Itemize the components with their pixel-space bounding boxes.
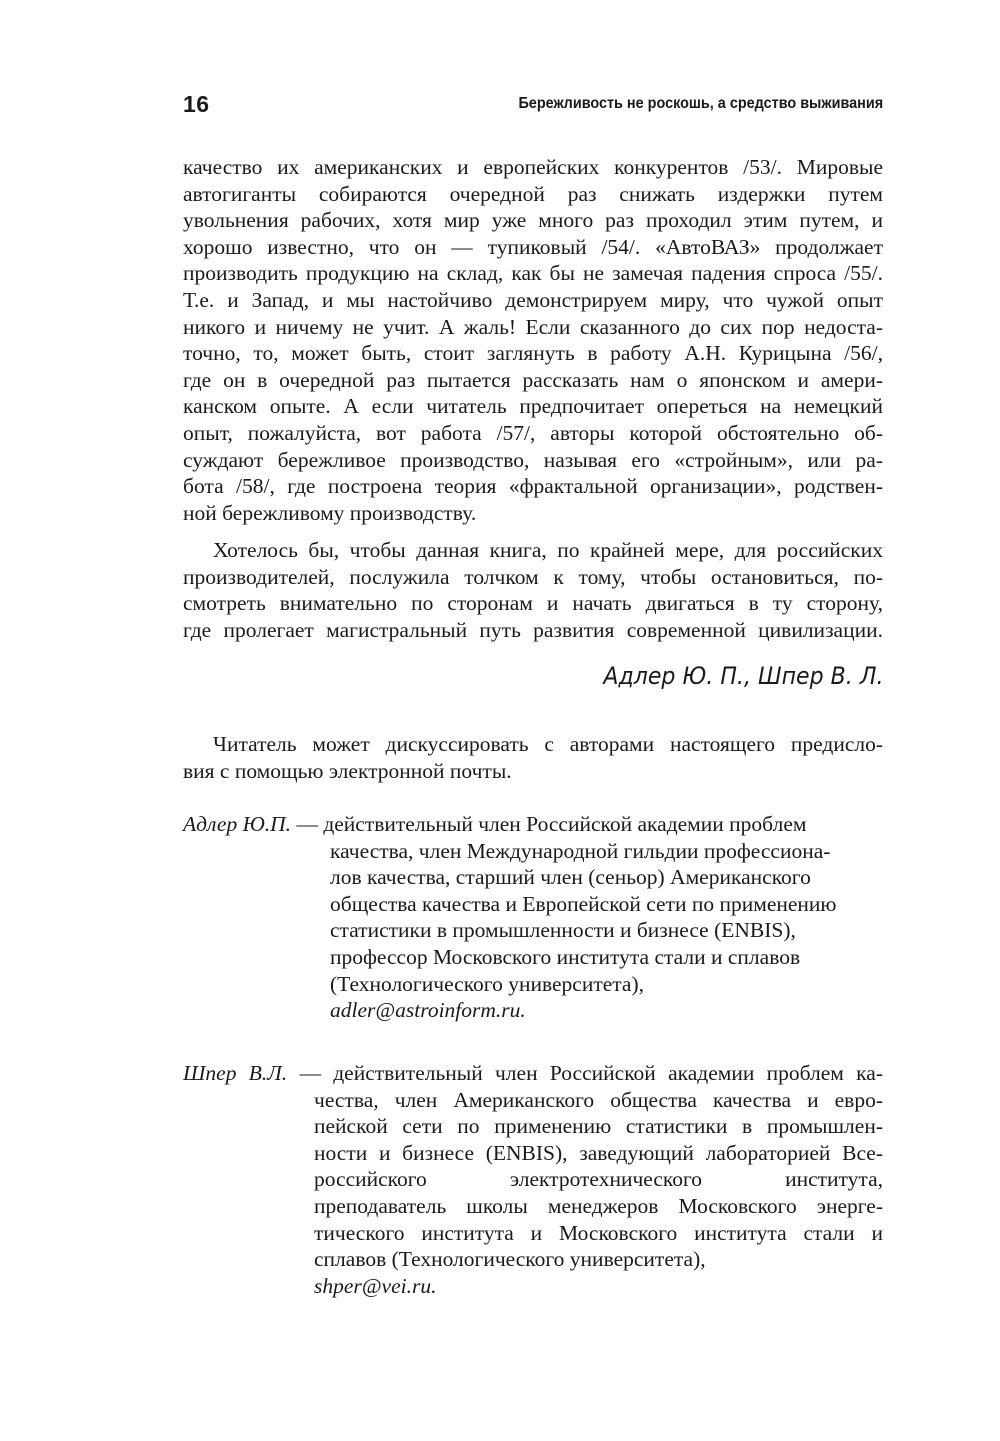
author-bio-adler	[183, 811, 883, 1024]
text-line: тического института и Московского института стали и	[314, 1220, 883, 1245]
author-name: Адлер Ю.П.	[183, 812, 292, 836]
running-title: Бережливость не роскошь, а средство выживания	[518, 95, 883, 112]
text-line: лов качества, старший член (сеньор) Американского	[330, 865, 811, 890]
running-head	[183, 88, 883, 120]
text-line: Хотелось бы, чтобы данная книга, по крайней мере, для российских	[213, 538, 883, 562]
text-line: сплавов (Технологического университета),	[314, 1247, 706, 1272]
text-line: суждают бережливое производство, называя его «стройным», или ра-	[183, 447, 883, 472]
author-email[interactable]: shper@vei.ru.	[314, 1273, 437, 1298]
text-line: производить продукцию на склад, как бы не замечая падения спроса /55/.	[183, 261, 883, 286]
text-line	[183, 811, 883, 838]
text-line: где пролегает магистральный путь развития современной цивилизации.	[183, 617, 883, 642]
author-bio-shper	[183, 1060, 883, 1299]
contact-note	[183, 731, 883, 784]
authors-signature: Адлер Ю. П., Шпер В. Л.	[602, 662, 883, 690]
text-line	[183, 1060, 883, 1087]
paragraph-closing	[183, 537, 883, 643]
text-line: ной бережливому производству.	[183, 500, 477, 525]
page-number: 16	[183, 91, 210, 117]
text-line: профессор Московского института стали и сплавов	[330, 944, 801, 969]
text-line: канском опыте. А если читатель предпочитает опереться на немецкий	[183, 394, 883, 419]
text-line: качество их американских и европейских конкурентов /53/. Мировые	[183, 155, 883, 179]
text-line: вия с помощью электронной почты.	[183, 758, 512, 783]
text-line: точно, то, может быть, стоит заглянуть в работу А.Н. Курицына /56/,	[183, 341, 883, 366]
text-line: Т.е. и Запад, и мы настойчиво демонстрируем миру, что чужой опыт	[183, 287, 883, 312]
text-line: чества, член Американского общества качества и евро-	[314, 1087, 883, 1112]
text-line: опыт, пожалуйста, вот работа /57/, авторы которой обстоятельно об-	[183, 420, 883, 445]
bio-text: действительный член Российской академии проблем ка-	[333, 1061, 884, 1085]
author-email[interactable]: adler@astroinform.ru.	[330, 998, 526, 1023]
text-line: российского электротехнического института,	[314, 1167, 883, 1192]
bio-text: действительный член Российской академии проблем	[323, 812, 807, 836]
text-line: Читатель может дискуссировать с авторами настоящего предисло-	[213, 732, 883, 756]
text-line: пейской сети по применению статистики в промышлен-	[314, 1114, 883, 1139]
dash: —	[287, 1061, 334, 1085]
author-name: Шпер В.Л.	[183, 1061, 288, 1085]
text-line: общества качества и Европейской сети по применению	[330, 891, 837, 916]
text-line: смотреть внимательно по сторонам и начать двигаться в ту сторону,	[183, 591, 883, 616]
text-line: качества, член Международной гильдии профессиона-	[330, 838, 831, 863]
text-line: никого и ничему не учит. А жаль! Если сказанного до сих пор недоста-	[183, 314, 883, 339]
text-line: хорошо известно, что он — тупиковый /54/. «АвтоВАЗ» продолжает	[183, 234, 883, 259]
text-line: ности и бизнесе (ENBIS), заведующий лабораторией Все-	[314, 1140, 883, 1165]
text-line: производителей, послужила толчком к тому, чтобы остановиться, по-	[183, 564, 883, 589]
text-line: увольнения рабочих, хотя мир уже много раз проходил этим путем, и	[183, 208, 883, 233]
text-line: (Технологического университета),	[330, 971, 645, 996]
text-line: бота /58/, где построена теория «фрактальной организации», родствен-	[183, 474, 883, 499]
text-line: автогиганты собираются очередной раз снижать издержки путем	[183, 181, 883, 206]
dash: —	[291, 812, 324, 836]
text-line: преподаватель школы менеджеров Московского энерге-	[314, 1193, 883, 1218]
paragraph-continued	[183, 154, 883, 526]
text-line: статистики в промышленности и бизнесе (ENBIS),	[330, 918, 796, 943]
text-line: где он в очередной раз пытается рассказать нам о японском и амери-	[183, 367, 883, 392]
